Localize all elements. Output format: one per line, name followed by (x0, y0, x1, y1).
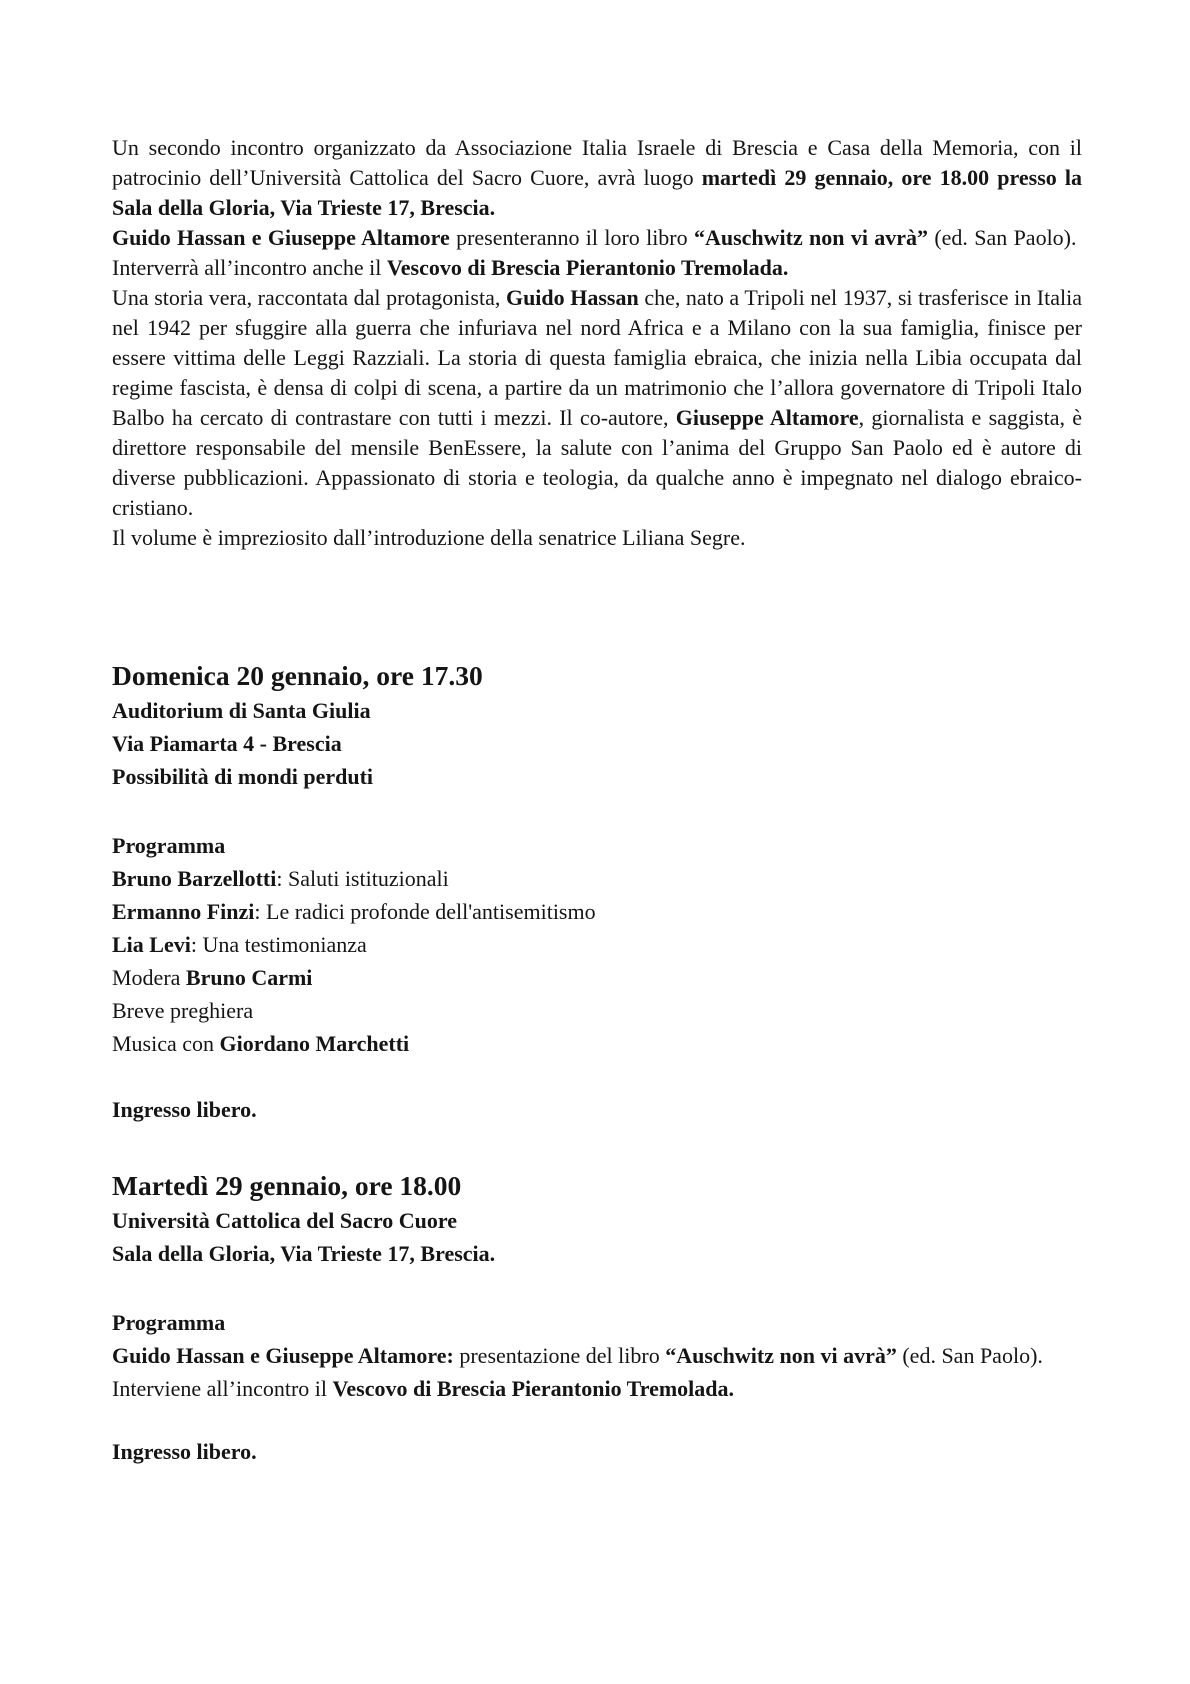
text-run: Interviene all’incontro il (112, 1376, 333, 1401)
text-run: presenteranno il loro libro (449, 225, 694, 250)
event-2-date-heading (112, 1168, 1082, 1204)
intro-paragraph-1 (112, 133, 1082, 223)
text-run: Breve preghiera (112, 998, 254, 1023)
bold-text-run: Ingresso libero. (112, 1097, 257, 1122)
bold-text-run: Lia Levi (112, 932, 191, 957)
bold-text-run: Via Piamarta 4 - Brescia (112, 731, 342, 756)
intro-paragraph-3 (112, 283, 1082, 523)
event-1-program-item-6 (112, 1027, 1082, 1060)
text-run: : Saluti istituzionali (276, 866, 449, 891)
event-1-title (112, 760, 1082, 793)
gap-event-2-program (112, 1270, 1082, 1306)
event-1-program-label (112, 829, 1082, 862)
text-run: : Le radici profonde dell'antisemitismo (254, 899, 596, 924)
bold-text-run: Università Cattolica del Sacro Cuore (112, 1208, 458, 1233)
bold-text-run: Auditorium di Santa Giulia (112, 698, 371, 723)
event-1-address (112, 727, 1082, 760)
bold-text-run: Bruno Barzellotti (112, 866, 277, 891)
text-run: che, nato a Tripoli nel 1937, si trasferisce in Italia nel 1942 per sfuggire alla guerra che infuriava nel nord Africa e a Milano con la sua famiglia, finisce per essere vittima delle Leggi Razziali. La storia di questa famiglia ebraica, che inizia nella Libia occupata dal regime fascista, è densa di colpi di scena, a partire da un matrimonio che l’allora governatore di Tripoli Italo Balbo ha cercato di contrastare con tutti i mezzi. Il co-autore, (112, 285, 1082, 430)
bold-text-run: Programma (112, 833, 226, 858)
bold-text-run: Martedì 29 gennaio, ore 18.00 (112, 1170, 462, 1201)
text-run: (ed. San Paolo). Interverrà all’incontro anche il (112, 225, 1083, 280)
bold-text-run: Vescovo di Brescia Pierantonio Tremolada. (386, 255, 789, 280)
event-1-program-item-3 (112, 928, 1082, 961)
gap-event-2-admission (112, 1405, 1082, 1435)
bold-text-run: Sala della Gloria, Via Trieste 17, Brescia. (112, 1241, 496, 1266)
text-run: Musica con (112, 1031, 220, 1056)
text-run: (ed. San Paolo). (896, 1343, 1043, 1368)
bold-text-run: “Auschwitz non vi avrà” (693, 225, 929, 250)
intro-paragraph-2 (112, 223, 1082, 283)
bold-text-run: Vescovo di Brescia Pierantonio Tremolada. (332, 1376, 735, 1401)
event-1-program-item-4 (112, 961, 1082, 994)
text-run: : Una testimonianza (190, 932, 367, 957)
event-1-program-item-5 (112, 994, 1082, 1027)
text-run: Un secondo incontro organizzato da Associazione Italia Israele di Brescia e Casa della Memoria, con il patrocinio dell’Università Cattolica del Sacro Cuore, avrà luogo (112, 135, 1082, 190)
event-1-venue (112, 694, 1082, 727)
event-2-program-item-2 (112, 1372, 1082, 1405)
bold-text-run: Giuseppe Altamore (675, 405, 859, 430)
bold-text-run: Guido Hassan e Giuseppe Altamore (112, 225, 450, 250)
bold-text-run: Domenica 20 gennaio, ore 17.30 (112, 660, 483, 691)
bold-text-run: Bruno Carmi (185, 965, 313, 990)
bold-text-run: martedì 29 gennaio, ore 18.00 presso la Sala della Gloria, Via Trieste 17, Brescia. (112, 165, 1082, 220)
event-2-program-label (112, 1306, 1082, 1339)
text-run: Una storia vera, raccontata dal protagonista, (112, 285, 506, 310)
bold-text-run: Guido Hassan (505, 285, 639, 310)
document-body (112, 133, 1082, 1468)
event-2-program-item-1 (112, 1339, 1082, 1372)
bold-text-run: Possibilità di mondi perduti (112, 764, 374, 789)
event-1-program-item-2 (112, 895, 1082, 928)
bold-text-run: Ermanno Finzi (112, 899, 255, 924)
gap-event-1-admission (112, 1060, 1082, 1093)
gap-before-event-2 (112, 1126, 1082, 1168)
text-run: , giornalista e saggista, è direttore responsabile del mensile BenEssere, la salute con l’anima del Gruppo San Paolo ed è autore di diverse pubblicazioni. Appassionato di storia e teologia, da qualche anno è impegnato nel dialogo ebraico-cristiano. (112, 405, 1083, 520)
intro-paragraph-4 (112, 523, 1082, 553)
bold-text-run: Programma (112, 1310, 226, 1335)
gap-event-1-program (112, 793, 1082, 829)
event-1-admission (112, 1093, 1082, 1126)
text-run: Il volume è impreziosito dall’introduzione della senatrice Liliana Segre. (112, 525, 746, 550)
event-1-program-item-1 (112, 862, 1082, 895)
event-2-admission (112, 1435, 1082, 1468)
bold-text-run: Giordano Marchetti (219, 1031, 410, 1056)
bold-text-run: “Auschwitz non vi avrà” (665, 1343, 897, 1368)
bold-text-run: Guido Hassan e Giuseppe Altamore: (112, 1343, 454, 1368)
event-1-date-heading (112, 658, 1082, 694)
gap-before-event-1 (112, 553, 1082, 658)
text-run: Modera (112, 965, 186, 990)
event-2-address (112, 1237, 1082, 1270)
text-run: presentazione del libro (453, 1343, 666, 1368)
event-2-venue (112, 1204, 1082, 1237)
bold-text-run: Ingresso libero. (112, 1439, 257, 1464)
